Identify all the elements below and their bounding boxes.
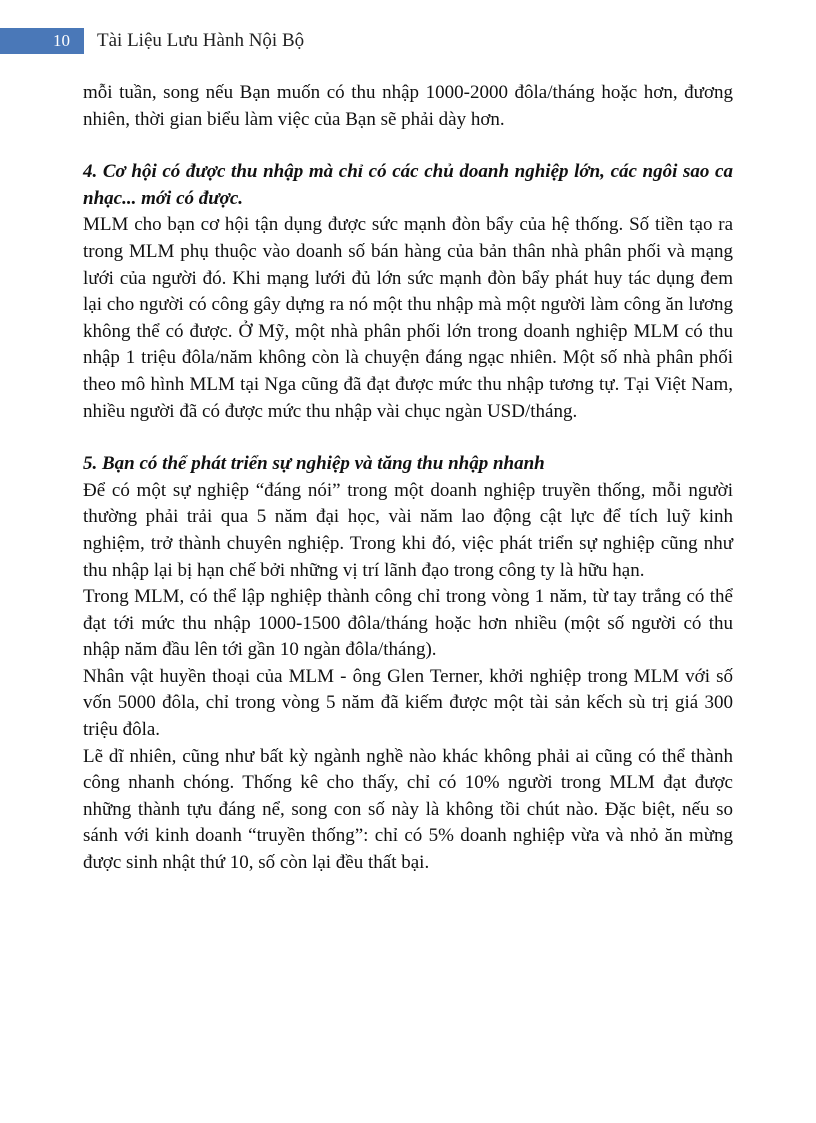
section-4-heading: 4. Cơ hội có được thu nhập mà chỉ có các chủ doanh nghiệp lớn, các ngôi sao ca nhạc... mới có được. — [83, 161, 733, 209]
page-number: 10 — [0, 28, 84, 54]
intro-paragraph: mỗi tuần, song nếu Bạn muốn có thu nhập 1000-2000 đôla/tháng hoặc hơn, đương nhiên, thời gian biểu làm việc của Bạn sẽ phải dày hơn. — [83, 82, 733, 130]
section-5-heading: 5. Bạn có thể phát triển sự nghiệp và tăng thu nhập nhanh — [83, 453, 545, 475]
running-title: Tài Liệu Lưu Hành Nội Bộ — [97, 30, 305, 51]
section-5-paragraph-4: Lẽ dĩ nhiên, cũng như bất kỳ ngành nghề nào khác không phải ai cũng có thể thành công nhanh chóng. Thống kê cho thấy, chỉ có 10% người trong MLM đạt được những thành tựu đáng nể, song con số này là không tồi chút nào. Đặc biệt, nếu so sánh với kinh doanh “truyền thống”: chỉ có 5% doanh nghiệp vừa và nhỏ ăn mừng được sinh nhật thứ 10, số còn lại đều thất bại. — [83, 745, 733, 874]
section-4-paragraph: MLM cho bạn cơ hội tận dụng được sức mạnh đòn bẩy của hệ thống. Số tiền tạo ra trong MLM phụ thuộc vào doanh số bán hàng của bản thân nhà phân phối và mạng lưới của người đó. Khi mạng lưới đủ lớn sức mạnh đòn bẩy phát huy tác dụng đem lại cho người có công gây dựng ra nó một thu nhập mà một người làm công ăn lương không thể có được. Ở Mỹ, một nhà phân phối lớn trong doanh nghiệp MLM có thu nhập 1 triệu đôla/năm không còn là chuyện đáng ngạc nhiên. Một số nhà phân phối theo mô hình MLM tại Nga cũng đã đạt được mức thu nhập tương tự. Tại Việt Nam, nhiều người đã có được mức thu nhập vài chục ngàn USD/tháng. — [83, 214, 733, 422]
spacer — [83, 425, 733, 451]
page-header — [0, 28, 816, 54]
spacer — [83, 133, 733, 159]
section-5-paragraph-3: Nhân vật huyền thoại của MLM - ông Glen Terner, khởi nghiệp trong MLM với số vốn 5000 đôla, chỉ trong vòng 5 năm đã kiếm được một tài sản kếch sù trị giá 300 triệu đôla. — [83, 665, 733, 741]
section-5-paragraph-1: Để có một sự nghiệp “đáng nói” trong một doanh nghiệp truyền thống, mỗi người thường phải trải qua 5 năm đại học, vài năm lao động cật lực để tích luỹ kinh nghiệm, trở thành chuyên nghiệp. Trong khi đó, việc phát triển sự nghiệp cũng như thu nhập lại bị hạn chế bởi những vị trí lãnh đạo trong công ty là hữu hạn. — [83, 479, 733, 581]
section-5-paragraph-2: Trong MLM, có thể lập nghiệp thành công chỉ trong vòng 1 năm, từ tay trắng có thể đạt tới mức thu nhập 1000-1500 đôla/tháng hoặc hơn nhiều (một số người có thu nhập năm đầu lên tới gần 10 ngàn đôla/tháng). — [83, 586, 733, 661]
document-body — [83, 80, 733, 877]
